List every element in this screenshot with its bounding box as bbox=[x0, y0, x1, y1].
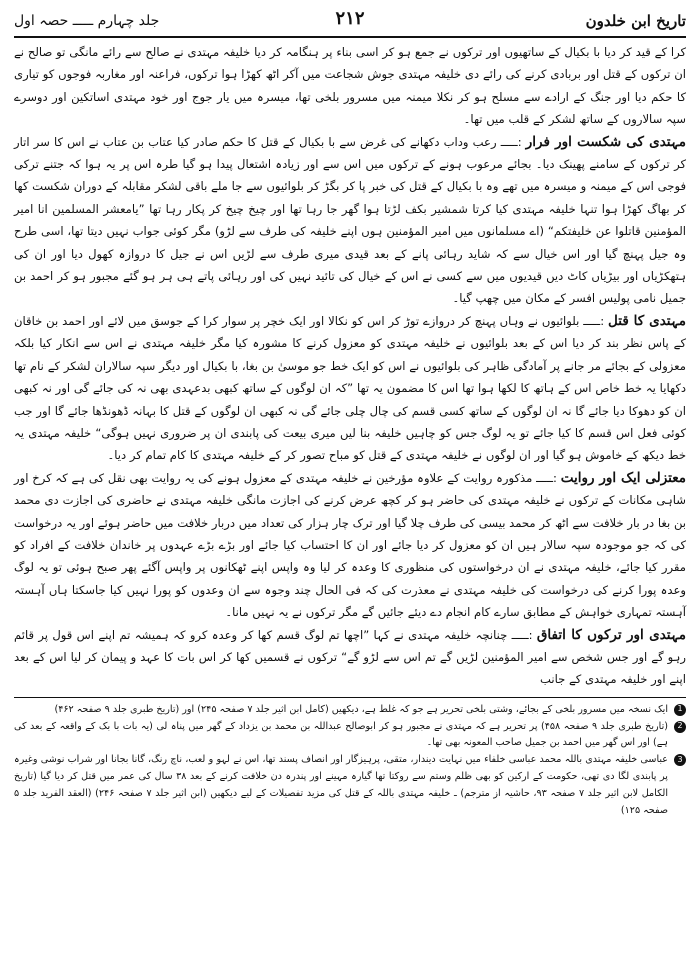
paragraph bbox=[14, 131, 686, 310]
footnote-text: عباسی خلیفہ مہتدی باللہ محمد عباسی خلفاء میں نہایت دیندار، متقی، پرہیزگار اور انصاف پسند تھا، اس نے لہو و لعب، ناچ رنگ، گانا بجانا اور شراب نوشی وغیرہ پر پابندی لگا دی تھی، حکومت کے ارکین کو بھی ظلم وستم سے روکتا تھا گیارہ مہینے اور پندرہ دن خلافت کرنے کے بعد ۳۸ سال کی عمر میں قتل کر دیا گیا (تاریخ الکامل لابن اثیر جلد ۷ صفحہ ۹۳، حاشیہ از مترجم) ـ خلیفہ مہتدی باللہ کے قتل کی مزید تفصیلات کے لیے دیکھیں (ابن اثیر جلد ۷ صفحہ ۲۴۶) (العقد الفرید جلد ۵ صفحہ ۱۲۵) bbox=[14, 754, 668, 816]
paragraph-text: :ـــــ چنانچہ خلیفہ مہتدی نے کہا ”اچھا تم لوگ قسم کھا کر وعدہ کرو کہ ہمیشہ تم اپنے اس قول پر قائم رہو گے اور جس شخص سے امیر المؤمنین لڑیں گے تم اس سے لڑو گے“ ترکوں نے قسمیں کھا کر اس بات کا عہد و پیمان کر لیا اس کے بعد اپنے اور خلیفہ مہتدی کے جانب bbox=[14, 627, 686, 687]
footnote-number: 2 bbox=[674, 721, 686, 733]
footnote-text: (تاریخ طبری جلد ۹ صفحہ ۴۵۸) پر تحریر ہے کہ مہتدی نے مجبور ہو کر ابوصالح عبداللہ بن محمد بن یزداد کے گھر میں پناہ لی (یہ بات با بک کے واقعہ کے بعد کی ہے) اور اس گھر میں احمد بن جمیل صاحب المعونہ بھی تھا۔ bbox=[14, 720, 668, 749]
section-title: معتزلی ایک اور روایت bbox=[560, 469, 686, 486]
footnote-number: 1 bbox=[674, 704, 686, 716]
page-header bbox=[14, 6, 686, 38]
paragraph bbox=[14, 41, 686, 131]
volume-label: جلد چہارم ـــــ حصہ اول bbox=[14, 13, 160, 29]
main-text bbox=[14, 41, 686, 691]
footnote-number: 3 bbox=[674, 754, 686, 766]
footnote-separator bbox=[14, 697, 686, 698]
section-title: مہتدی کی شکست اور فرار bbox=[525, 133, 687, 150]
page-number: ۲۱۲ bbox=[335, 8, 365, 29]
paragraph bbox=[14, 624, 686, 691]
paragraph bbox=[14, 310, 686, 467]
paragraph bbox=[14, 467, 686, 624]
footnote-text: ایک نسخہ میں مسرور بلخی کے بجائے، وشتی بلخی تحریر ہے جو کہ غلط ہے، دیکھیں (کامل ابن اثیر جلد ۷ صفحہ ۲۴۵) اور (تاریخ طبری جلد ۹ صفحہ ۴۶۲) bbox=[54, 703, 668, 715]
section-title: مہتدی اور ترکوں کا اتفاق bbox=[536, 626, 687, 643]
footnote bbox=[14, 752, 686, 819]
section-title: مہتدی کا قتل bbox=[608, 312, 686, 329]
book-title: تاریخ ابن خلدون bbox=[585, 12, 686, 30]
footnotes bbox=[14, 702, 686, 820]
footnote bbox=[14, 719, 686, 753]
paragraph-text: کرا کے قید کر دیا با بکیال کے ساتھیوں اور ترکوں نے جمع ہو کر اسی بناء پر ہنگامہ کر دیا خلیفہ مہتدی نے صالح سے رائے مانگی تو صالح نے ان ترکوں کے قتل اور بربادی کرنے کی رائے دی خلیفہ مہتدی جوش شجاعت میں آکر اٹھ کھڑا ہوا ترکوں، فراعنہ اور مغاربہ فوجوں کو تیاری کا حکم دیا اور جنگ کے ارادے سے مسلح ہو کر نکلا میمنہ میں مسرور بلخی تھا، میسرہ میں یار جوج اور خود مہتدی اساتکین اور دوسرے سپہ سالاروں کے ساتھ لشکر کے قلب میں تھا۔ bbox=[14, 45, 686, 127]
paragraph-text: :ـــــ مذکورہ روایت کے علاوہ مؤرخین نے خلیفہ مہتدی کے معزول ہونے کی یہ روایت بھی نقل کی ہے کہ کرخ اور شاہی مکانات کے ترکوں نے خلیفہ مہتدی کی حاضر ہو کر کچھ عرض کرنے کی اجازت مانگی خلیفہ مہتدی نے حاضری کی اجازت دی محمد بن بغا در بار خلافت سے اٹھ کر محمد بیسی کی طرف چلا گیا اور ترک چار ہزار کی تعداد میں دربار خلافت میں حاضر ہوئے اور یہ درخواست کی کہ جو موجودہ سپہ سالار ہیں ان کو معزول کر دیا جائے اور ان کا احتساب کیا جائے اور بڑے بڑے عہدوں پر خاندان خلافت کے افراد کو مقرر کیا جائے، خلیفہ مہتدی نے ان درخواستوں کی منظوری کا وعدہ کر لیا وہ واپس اپنے ٹھکانوں پر واپس آگئے پھر صبح ہوئی تو یہ لوگ وعدہ پورا کرنے کی درخواست کی خلیفہ مہتدی نے معذرت کی کہ فی الحال چند وجوہ سے ان وعدوں کو پورا نہیں کیا جاسکتا ہاں آہستہ آہستہ تمہاری خواہش کے مطابق سارے کام انجام دے دیئے جائیں گے مگر ترکوں نے یہ نہیں مانا۔ bbox=[14, 470, 686, 620]
paragraph-text: :ـــــ بلوائیوں نے وہاں پہنچ کر دروازے توڑ کر اس کو نکالا اور ایک خچر پر سوار کرا کے جوسق میں لائے اور احمد بن خاقان کے پاس نظر بند کر دیا اس کے بعد بلوائیوں نے خلیفہ مہتدی کو معزول کرنے کا مشورہ کیا مگر خلیفہ مہتدی نے اس سے انکار کیا بلکہ معزولی کے بجائے مر جانے پر آمادگی ظاہر کی بلوائیوں نے اس کو ایک خط جو موسیٰ بن بغا، با بکیال اور دیگر سپہ سالاران لشکر کے نام تھا دکھایا یہ خط خاص اس کے ہاتھ کا لکھا ہوا تھا اس کا مضمون یہ تھا ”کہ ان لوگوں کے ساتھ کبھی بدعہدی بھی نہ کی جائے گی اور نہ کبھی ان کو دھوکا دیا جائے گا نہ ان لوگوں کے ساتھ کسی قسم کی چال چلی جائے گی نہ کبھی ان لوگوں کے قتل کا بہانہ ڈھونڈھا جائے گا اور جب کوئی فعل اس قسم کا کیا جائے تو یہ لوگ جس کو چاہیں خلیفہ بنا لیں میری بیعت کی پابندی ان پر ضروری نہیں ہوگی“ خلیفہ مہتدی یہ خط دیکھ کے خاموش ہو گیا اور ان لوگوں نے خلیفہ مہتدی کے قتل کو مباح تصور کر کے خلیفہ مہتدی کا کام تمام کر دیا۔ bbox=[14, 313, 686, 463]
paragraph-text: :ـــــ رعب وداب دکھانے کی غرض سے با بکیال کے قتل کا حکم صادر کیا عتاب بن عتاب نے اس کا سر اتار کر ترکوں کے سامنے پھینک دیا۔ بجائے مرعوب ہونے کے ترکوں میں اس سے اور زیادہ اشتعال پیدا ہو گیا طرہ اس پر یہ ہوا کہ جتنے ترکی فوجی اس کے میمنہ و میسرہ میں تھے وہ با بکیال کے قتل کی خبر پا کر بگڑ کر بلوائیوں سے جا ملے باقی لشکر مقابلہ کے دوران شکست کھا کر بھاگ کھڑا ہوا تنہا خلیفہ مہتدی کیا کرتا شمشیر بکف لڑتا ہوا گھر جا رہا تھا اور چیخ چیخ کر پکار رہا تھا ”یامعشر المسلمین انا امیر المؤمنین قاتلوا عن خلیفتکم“ (اے مسلمانوں میں امیر المؤمنین ہوں اپنے خلیفہ کی طرف سے لڑو) مگر کوئی جواب نہیں دیتا تھا، اسی طرح وہ جیل پہنچ گیا اور اس خیال سے کہ شاید رہائی پانے کے بعد قیدی میری طرف سے لڑیں اس نے جیل کا دروازہ کھول دیا اور ان کی ہتھکڑیاں اور بیڑیاں کاٹ دیں قیدیوں میں سے کسی نے اس کے خیال کی تائید نہیں کی اور رہائی پاتے ہی ہر ہو گئے مجبور ہو کر احمد بن جمیل نامی پولیس افسر کے مکان میں چھپ گیا۔ bbox=[14, 134, 686, 306]
footnote bbox=[14, 702, 686, 719]
